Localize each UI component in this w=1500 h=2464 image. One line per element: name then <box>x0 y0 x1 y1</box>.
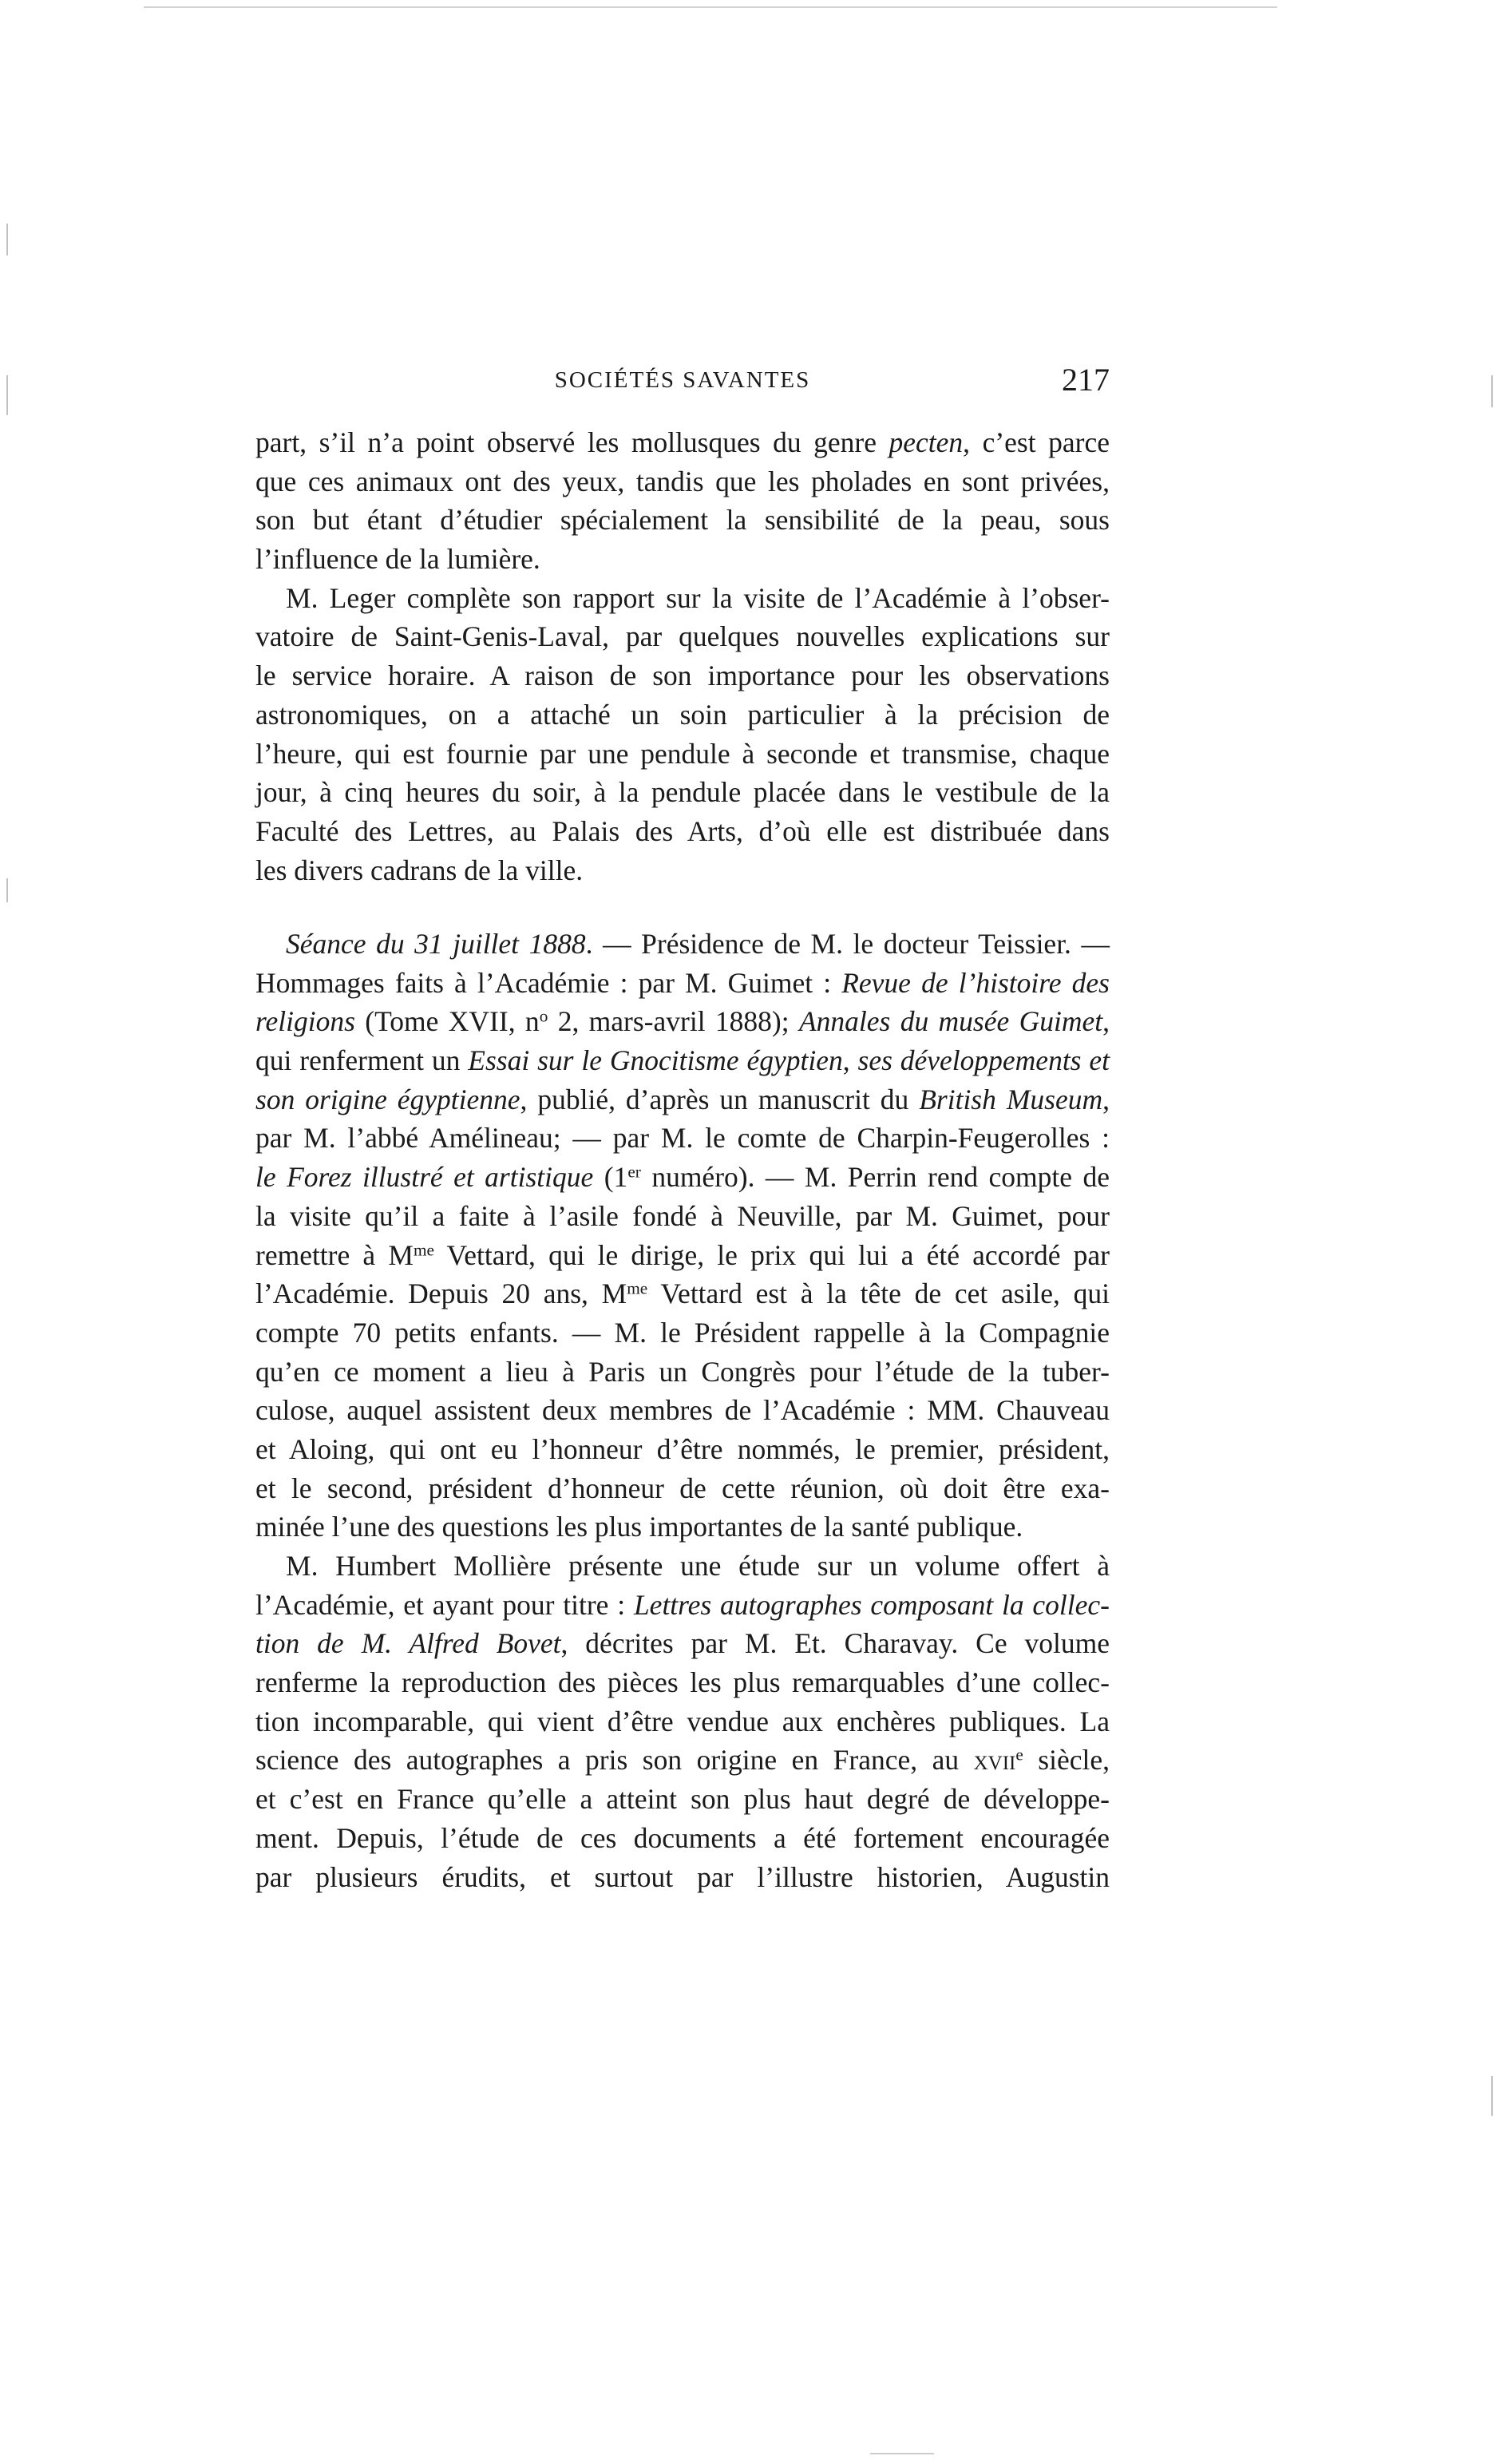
section-title: SOCIÉTÉS SAVANTES <box>554 367 811 393</box>
text-run: l’heure, qui est fournie par une pendule à seconde et transmise, chaque <box>255 737 1110 770</box>
text-line <box>255 1469 1110 1508</box>
text-run: siècle, <box>1023 1744 1110 1777</box>
text-line <box>255 1858 1110 1897</box>
text-block <box>255 925 1110 1896</box>
text-run: Vettard est à la tête de cet asile, qui <box>647 1278 1110 1310</box>
text-run: qu’en ce moment a lieu à Paris un Congrès pour l’étude de la tuber- <box>255 1355 1110 1388</box>
text-line <box>255 1313 1110 1353</box>
text-run: l’influence de la lumière. <box>255 543 540 576</box>
text-line <box>255 501 1110 540</box>
text-line <box>255 851 1110 890</box>
text-line <box>255 1663 1110 1702</box>
italic-title: ses développements et <box>857 1044 1110 1077</box>
text-run: remettre à M <box>255 1238 414 1271</box>
text-run: l’Académie. Depuis 20 ans, M <box>255 1278 627 1310</box>
text-run: M. Leger complète son rapport sur la visite de l’Académie à l’obser- <box>286 581 1110 614</box>
text-line <box>255 964 1110 1003</box>
text-line <box>255 1624 1110 1663</box>
text-run: (1 <box>593 1161 628 1194</box>
superscript: me <box>413 1239 434 1259</box>
text-run: , <box>842 1044 858 1077</box>
text-line <box>255 1080 1110 1119</box>
text-run: par M. l’abbé Amélineau; — par M. le comte de Charpin-Feugerolles : <box>255 1122 1110 1155</box>
text-line <box>255 812 1110 851</box>
page-number: 217 <box>1062 362 1110 398</box>
text-block <box>255 423 1110 889</box>
text-line <box>255 656 1110 695</box>
text-run: , décrites par M. Et. Charavay. Ce volume <box>560 1627 1110 1660</box>
text-run: et c’est en France qu’elle a atteint son plus haut degré de développe- <box>255 1783 1110 1816</box>
italic-title: pecten <box>889 426 964 458</box>
text-run: 2, mars-avril 1888); <box>548 1005 799 1038</box>
italic-title: tion de M. Alfred Bovet <box>255 1627 561 1660</box>
superscript: e <box>1015 1745 1023 1765</box>
italic-title: religions <box>255 1005 355 1038</box>
text-line <box>255 1197 1110 1236</box>
italic-title: Revue de l’histoire des <box>841 966 1110 999</box>
text-run: astronomiques, on a attaché un soin particulier à la précision de <box>255 698 1110 731</box>
text-line <box>255 579 1110 618</box>
italic-title: Essai sur le Gnocitisme égyptien <box>468 1044 843 1077</box>
text-run: qui renferment un <box>255 1044 469 1077</box>
text-line <box>255 617 1110 656</box>
superscript: er <box>627 1162 641 1182</box>
text-run: et Aloing, qui ont eu l’honneur d’être nommés, le premier, président, <box>255 1432 1110 1465</box>
text-run: science des autographes a pris son origine en France, au <box>255 1744 974 1777</box>
text-line <box>255 1430 1110 1469</box>
superscript: o <box>539 1006 548 1026</box>
text-run: son but étant d’étudier spécialement la sensibilité de la peau, sous <box>255 504 1110 537</box>
text-line <box>255 1041 1110 1080</box>
text-line <box>255 1236 1110 1275</box>
italic-title: son origine égyptienne <box>255 1083 520 1115</box>
text-run: renferme la reproduction des pièces les plus remarquables d’une collec- <box>255 1666 1110 1699</box>
scan-edge-left <box>6 878 8 902</box>
text-line <box>255 773 1110 812</box>
text-line <box>255 1158 1110 1197</box>
text-run: minée l’une des questions les plus importantes de la santé publique. <box>255 1511 1023 1543</box>
scan-edge-bottom <box>870 2453 934 2454</box>
superscript: me <box>627 1278 648 1298</box>
italic-title: le Forez illustré et artistique <box>255 1161 594 1194</box>
small-caps-numeral: xvii <box>973 1744 1016 1777</box>
text-run: que ces animaux ont des yeux, tandis que les pholades en sont privées, <box>255 465 1110 497</box>
text-run: et le second, président d’honneur de cette réunion, où doit être exa- <box>255 1472 1110 1504</box>
text-line <box>255 695 1110 735</box>
text-run: la visite qu’il a faite à l’asile fondé à Neuville, par M. Guimet, pour <box>255 1199 1110 1232</box>
italic-title: Lettres autographes composant la collec- <box>633 1588 1110 1621</box>
text-run: tion incomparable, qui vient d’être vendue aux enchères publiques. La <box>255 1705 1110 1737</box>
scan-edge-left <box>6 375 8 415</box>
text-line <box>255 1002 1110 1041</box>
text-run: compte 70 petits enfants. — M. le Président rappelle à la Compagnie <box>255 1316 1110 1349</box>
text-run: par plusieurs érudits, et surtout par l’illustre historien, Augustin <box>255 1860 1110 1893</box>
text-run: . — Présidence de M. le docteur Teissier. — <box>585 928 1110 960</box>
text-run: ment. Depuis, l’étude de ces documents a été fortement encouragée <box>255 1821 1110 1854</box>
text-line <box>255 1507 1110 1547</box>
text-run: part, s’il n’a point observé les mollusques du genre <box>255 426 889 458</box>
text-run: (Tome XVII, n <box>354 1005 540 1038</box>
text-run: , <box>1102 1083 1110 1115</box>
text-line <box>255 1586 1110 1625</box>
running-head <box>255 361 1110 401</box>
text-run: les divers cadrans de la ville. <box>255 854 584 886</box>
text-line <box>255 1353 1110 1392</box>
text-run: Vettard, qui le dirige, le prix qui lui a été accordé par <box>433 1238 1110 1271</box>
text-line <box>255 1780 1110 1819</box>
text-run: , publié, d’après un manuscrit du <box>520 1083 920 1115</box>
text-line <box>255 1702 1110 1741</box>
text-run: l’Académie, et ayant pour titre : <box>255 1588 634 1621</box>
scan-edge-top <box>144 6 1277 8</box>
text-line <box>255 1819 1110 1858</box>
text-line <box>255 1274 1110 1313</box>
text-line <box>255 1119 1110 1158</box>
italic-title: Séance du 31 juillet 1888 <box>286 928 586 960</box>
text-line <box>255 462 1110 501</box>
scan-edge-right <box>1491 375 1493 407</box>
text-run: vatoire de Saint-Genis-Laval, par quelques nouvelles explications sur <box>255 620 1110 653</box>
text-line <box>255 1741 1110 1780</box>
text-run: culose, auquel assistent deux membres de l’Académie : MM. Chauveau <box>255 1394 1110 1427</box>
text-line <box>255 735 1110 774</box>
italic-title: British Museum <box>919 1083 1103 1115</box>
text-line <box>255 540 1110 579</box>
italic-title: Annales du musée Guimet <box>798 1005 1103 1038</box>
text-run: , <box>1102 1005 1110 1038</box>
text-line <box>255 925 1110 964</box>
text-line <box>255 1547 1110 1586</box>
text-run: jour, à cinq heures du soir, à la pendule placée dans le vestibule de la <box>255 776 1110 809</box>
text-run: , c’est parce <box>963 426 1110 458</box>
text-line <box>255 423 1110 462</box>
text-run: M. Humbert Mollière présente une étude sur un volume offert à <box>286 1550 1110 1582</box>
text-line <box>255 1391 1110 1430</box>
text-run: numéro). — M. Perrin rend compte de <box>640 1161 1110 1194</box>
scan-edge-left <box>6 224 8 256</box>
text-run: Hommages faits à l’Académie : par M. Guimet : <box>255 966 842 999</box>
scan-edge-right <box>1491 2076 1493 2116</box>
text-run: le service horaire. A raison de son importance pour les observations <box>255 660 1110 692</box>
text-run: Faculté des Lettres, au Palais des Arts, d’où elle est distribuée dans <box>255 814 1110 847</box>
